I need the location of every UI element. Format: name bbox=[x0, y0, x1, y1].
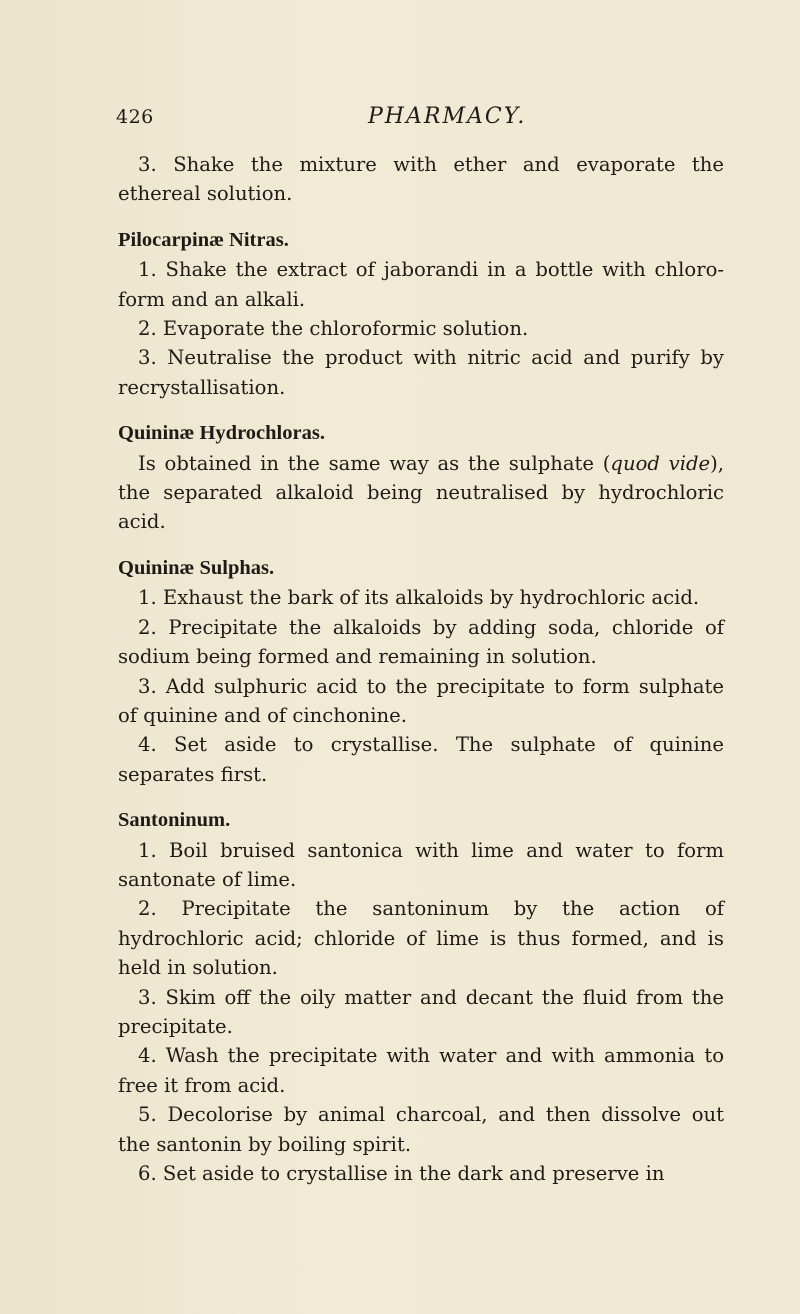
running-title: PHARMACY. bbox=[368, 104, 527, 129]
italic-reference: quod vide bbox=[610, 451, 711, 475]
section-heading: Quininæ Sulphas. bbox=[118, 556, 275, 579]
page-header bbox=[0, 100, 800, 140]
list-item: 2. Evaporate the chloroformic solution. bbox=[138, 317, 529, 341]
list-item: 2. Precipitate the santoninum by the action of hydrochloric acid; chloride of lime is thus formed, and is held in solution. bbox=[118, 897, 724, 980]
list-item: 4. Set aside to crystallise. The sulphate of quinine separates first. bbox=[118, 733, 724, 786]
list-item: 5. Decolorise by animal charcoal, and then dissolve out the santonin by boiling spirit. bbox=[118, 1103, 724, 1156]
section-quinine-sulphas bbox=[118, 554, 724, 789]
section-quinine-hydrochloras bbox=[118, 419, 724, 537]
section-heading: Santoninum. bbox=[118, 809, 231, 832]
list-item: 4. Wash the precipitate with water and with ammonia to free it from acid. bbox=[118, 1044, 724, 1097]
paragraph bbox=[118, 449, 724, 537]
list-item: 1. Shake the extract of jaborandi in a bottle with chloro-form and an alkali. bbox=[118, 258, 724, 311]
paragraph-text: Is obtained in the same way as the sulphate ( bbox=[138, 451, 611, 475]
section-santoninum bbox=[118, 806, 724, 1188]
page-number: 426 bbox=[116, 106, 154, 128]
paragraph-text: ), the separated alkaloid being neutralised by hydrochloric acid. bbox=[118, 451, 724, 534]
list-item: 3. Add sulphuric acid to the precipitate to form sulphate of quinine and of cinchonine. bbox=[118, 674, 724, 727]
list-item: 3. Neutralise the product with nitric acid and purify by recrystallisation. bbox=[118, 346, 724, 399]
section-heading: Quininæ Hydrochloras. bbox=[118, 422, 325, 445]
list-item: 3. Shake the mixture with ether and evaporate the ethereal solution. bbox=[118, 153, 724, 206]
section-heading: Pilocarpinæ Nitras. bbox=[118, 228, 289, 251]
list-item: 1. Boil bruised santonica with lime and water to form santonate of lime. bbox=[118, 838, 724, 891]
list-item: 1. Exhaust the bark of its alkaloids by hydrochloric acid. bbox=[138, 586, 700, 610]
page-body bbox=[118, 150, 724, 1188]
section-pilocarpinae bbox=[118, 226, 724, 402]
list-item: 6. Set aside to crystallise in the dark and preserve in bbox=[138, 1162, 665, 1185]
list-item: 2. Precipitate the alkaloids by adding soda, chloride of sodium being formed and remaining in solution. bbox=[118, 615, 724, 669]
list-item: 3. Skim off the oily matter and decant the fluid from the precipitate. bbox=[118, 985, 724, 1038]
